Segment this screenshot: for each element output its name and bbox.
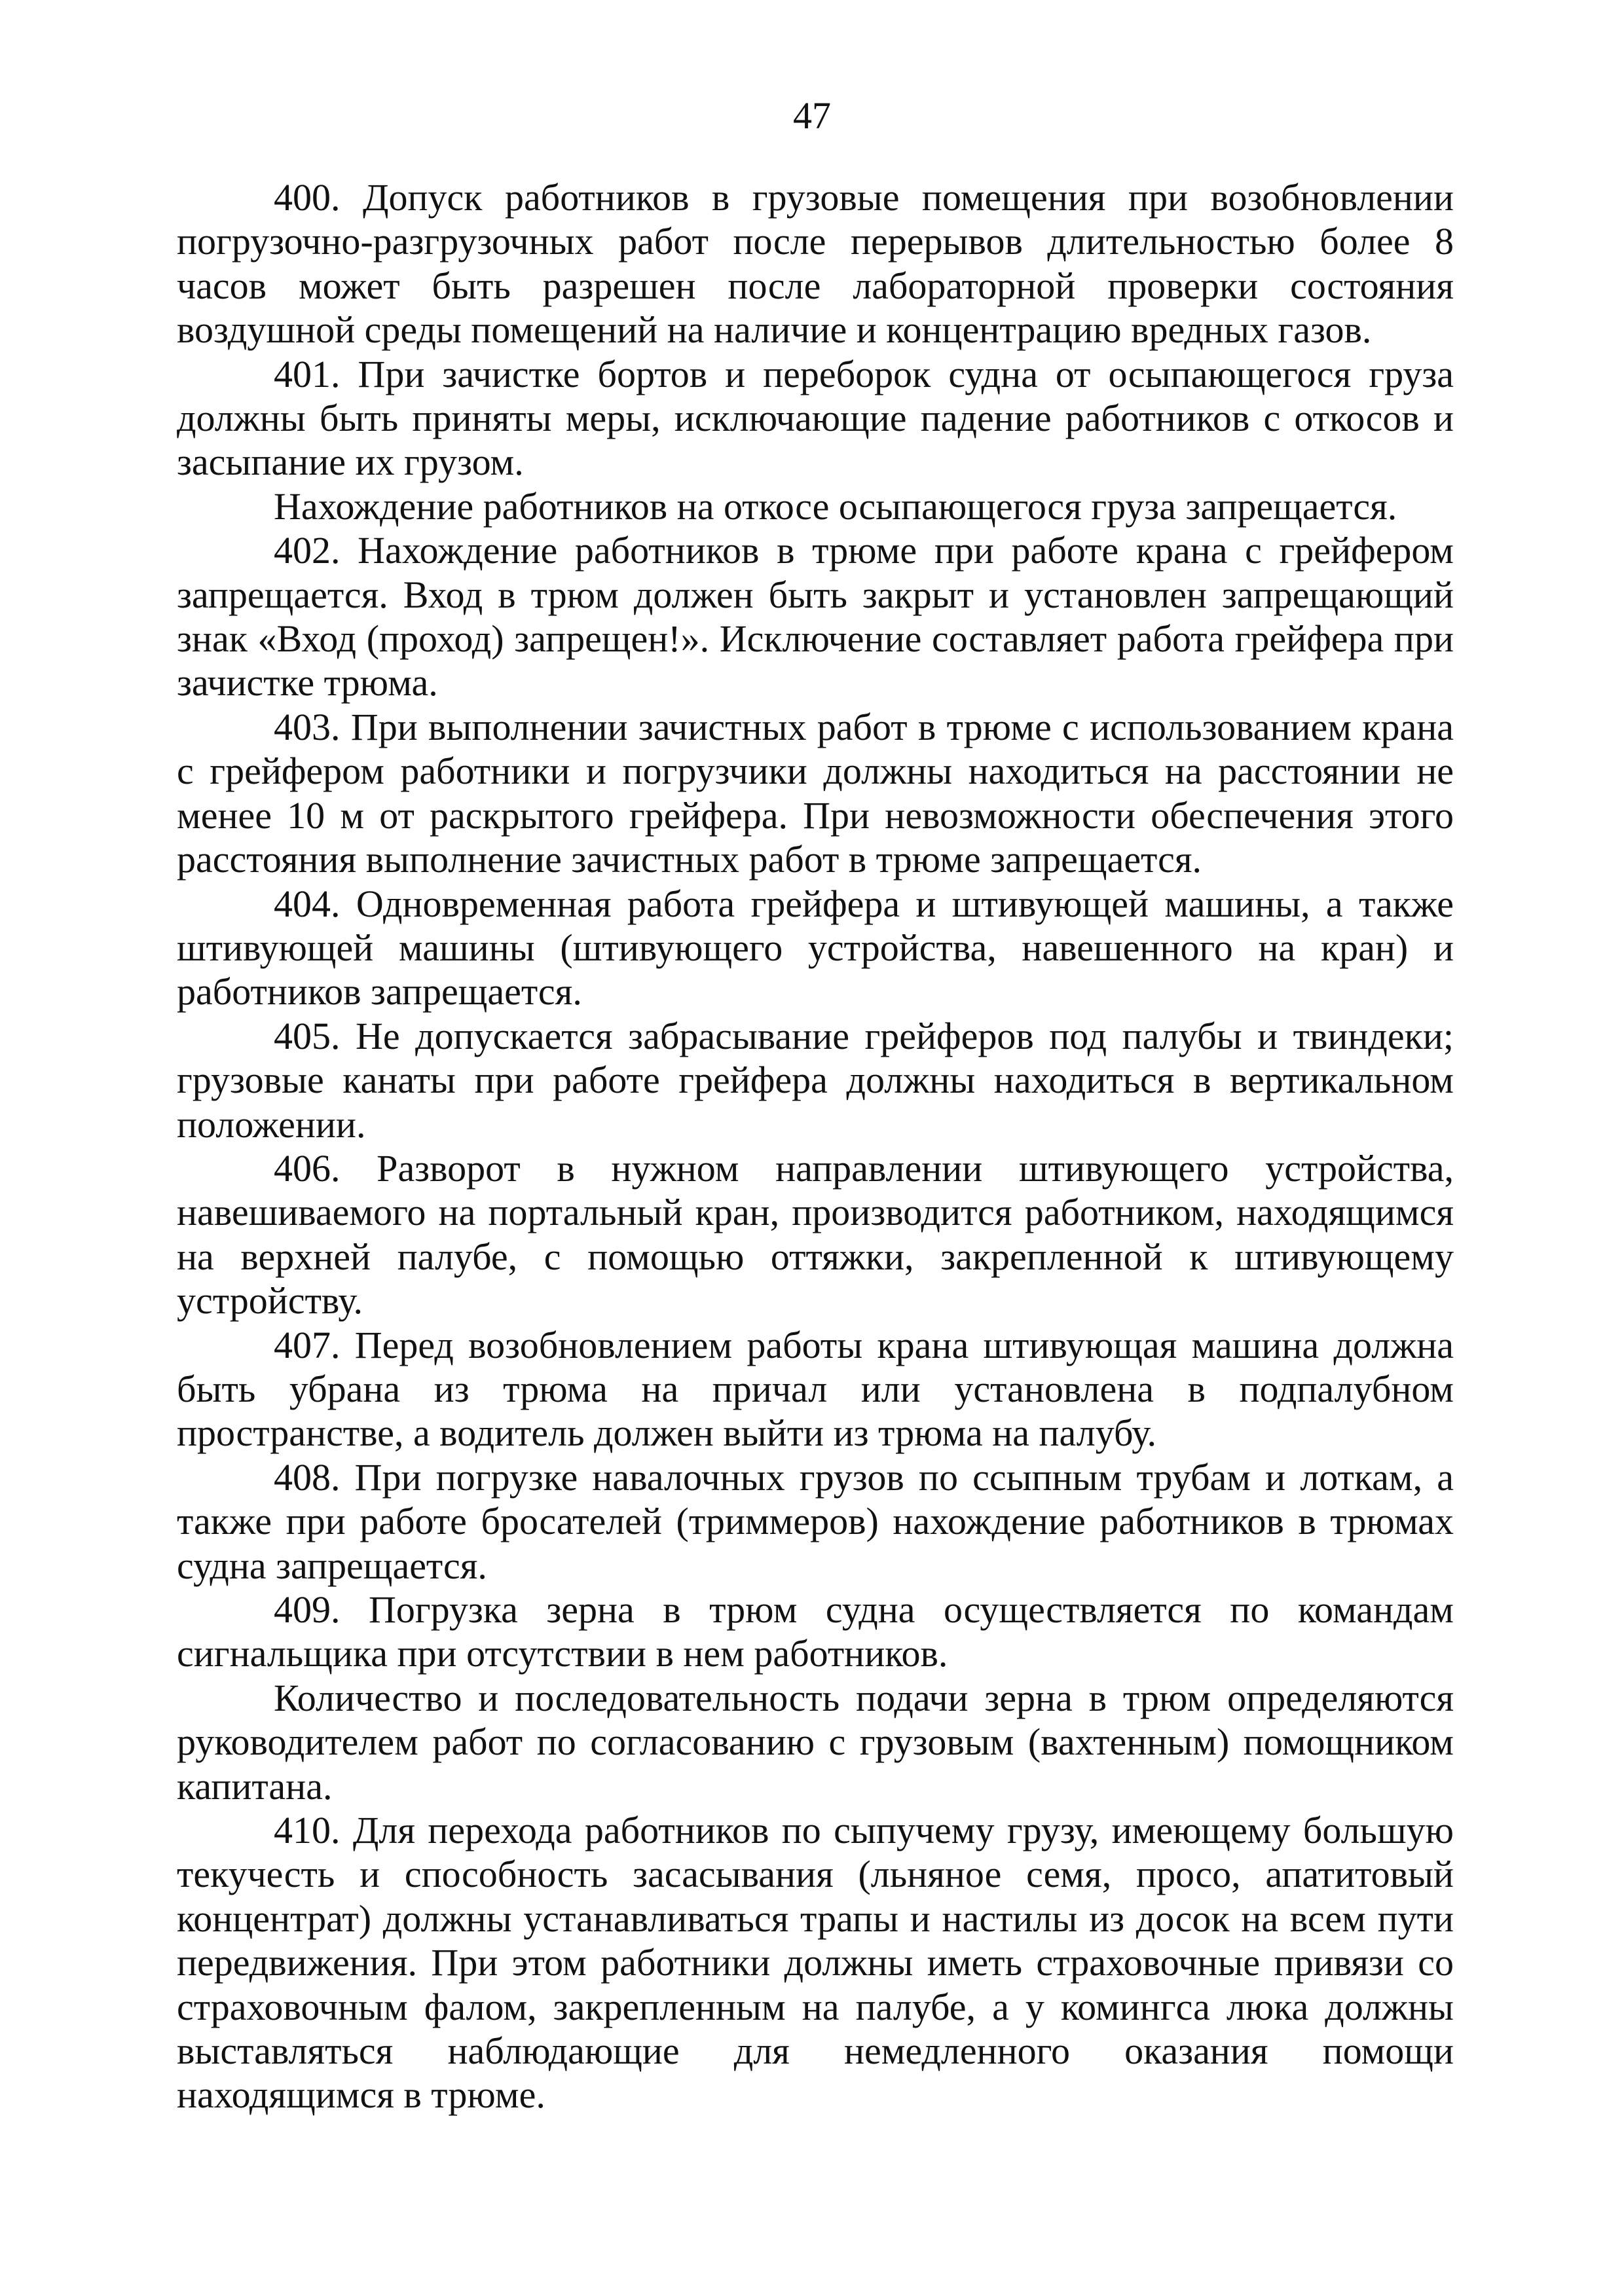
- paragraph-410: 410. Для перехода работников по сыпучему грузу, имеющему большую текучесть и способность засасывания (льняное семя, просо, апатитовый концентрат) должны устанавливаться трапы и настилы из досок на всем пути передвижения. При этом работники должны иметь страховочные привязи со страховочным фалом, закрепленным на палубе, а у комингса люка должны выставляться наблюдающие для немедленного оказания помощи находящимся в трюме.: [177, 1809, 1454, 2117]
- paragraph-401-note: Нахождение работников на откосе осыпающегося груза запрещается.: [274, 484, 1397, 528]
- paragraph-402: 402. Нахождение работников в трюме при работе крана с грейфером запрещается. Вход в трюм должен быть закрыт и установлен запрещающий знак «Вход (проход) запрещен!». Исключение составляет работа грейфера при зачистке трюма.: [177, 529, 1454, 704]
- paragraph-404: 404. Одновременная работа грейфера и штивующей машины, а также штивующей машины (штивующего устройства, навешенного на кран) и работников запрещается.: [177, 882, 1454, 1013]
- page-number: 47: [793, 94, 831, 137]
- paragraph-400: 400. Допуск работников в грузовые помещения при возобновлении погрузочно-разгрузочных работ после перерывов длительностью более 8 часов может быть разрешен после лабораторной проверки состояния воздушной среды помещений на наличие и концентрацию вредных газов.: [177, 176, 1454, 352]
- paragraph-409: 409. Погрузка зерна в трюм судна осуществляется по командам сигнальщика при отсутствии в нем работников.: [177, 1588, 1454, 1675]
- paragraph-408: 408. При погрузке навалочных грузов по ссыпным трубам и лоткам, а также при работе бросателей (триммеров) нахождение работников в трюмах судна запрещается.: [177, 1455, 1454, 1587]
- paragraph-403: 403. При выполнении зачистных работ в трюме с использованием крана с грейфером работники и погрузчики должны находиться на расстоянии не менее 10 м от раскрытого грейфера. При невозможности обеспечения этого расстояния выполнение зачистных работ в трюме запрещается.: [177, 705, 1454, 881]
- paragraph-407: 407. Перед возобновлением работы крана штивующая машина должна быть убрана из трюма на причал или установлена в подпалубном пространстве, а водитель должен выйти из трюма на палубу.: [177, 1323, 1454, 1455]
- paragraph-406: 406. Разворот в нужном направлении штивующего устройства, навешиваемого на портальный кран, производится работником, находящимся на верхней палубе, с помощью оттяжки, закрепленной к штивующему устройству.: [177, 1146, 1454, 1322]
- paragraph-409-note: Количество и последовательность подачи зерна в трюм определяются руководителем работ по согласованию с грузовым (вахтенным) помощником капитана.: [177, 1676, 1454, 1808]
- document-body: [177, 175, 1454, 2117]
- paragraph-401: 401. При зачистке бортов и переборок судна от осыпающегося груза должны быть приняты меры, исключающие падение работников с откосов и засыпание их грузом.: [177, 352, 1454, 484]
- paragraph-405: 405. Не допускается забрасывание грейферов под палубы и твиндеки; грузовые канаты при работе грейфера должны находиться в вертикальном положении.: [177, 1014, 1454, 1146]
